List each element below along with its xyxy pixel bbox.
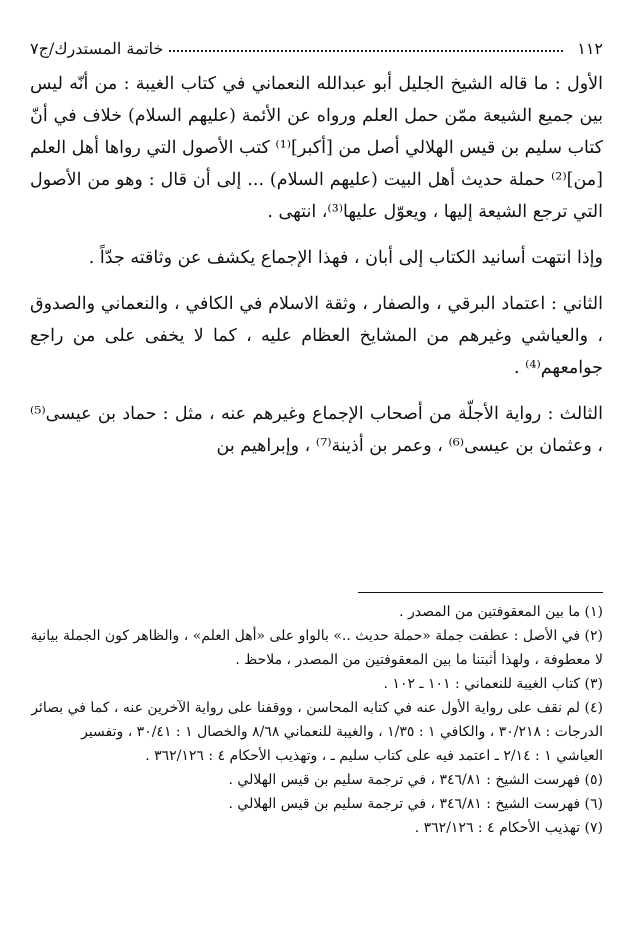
page-number: ١١٢ — [577, 39, 603, 58]
paragraph-first: الأول : ما قاله الشيخ الجليل أبو عبدالله النعماني في كتاب الغيبة : من أنّه ليس بين جميع الشيعة ممّن حمل العلم ورواه عن الأئمة (عليهم السلام) خلاف في أنّ كتاب سليم بن قيس الهلالي أصل من [أكبر]⁽¹⁾ كتب الأصول التي رواها أهل العلم [من]⁽²⁾ حملة حديث أهل البيت (عليهم السلام) ... إلى أن قال : وهو من الأصول التي ترجع الشيعة إليها ، ويعوّل عليها⁽³⁾، انتهى . — [29, 74, 603, 222]
footnote-6: (٦) فهرست الشيخ : ٣٤٦/٨١ ، في ترجمة سليم بن قيس الهلالي . — [228, 796, 603, 812]
main-text — [30, 68, 603, 476]
running-header — [30, 30, 603, 58]
paragraph-isnad: وإذا انتهت أسانيد الكتاب إلى أبان ، فهذا الإجماع يكشف عن وثاقته جدّاً . — [88, 248, 603, 268]
footnote-separator — [358, 592, 603, 593]
footnote-5: (٥) فهرست الشيخ : ٣٤٦/٨١ ، في ترجمة سليم بن قيس الهلالي . — [228, 772, 603, 788]
footnotes — [30, 600, 603, 840]
footnote-3: (٣) كتاب الغيبة للنعماني : ١٠١ ـ ١٠٢ . — [383, 676, 603, 692]
footnote-2: (٢) في الأصل : عطفت جملة «حملة حديث ..» بالواو على «أهل العلم» ، والظاهر كون الجملة بيانية لا معطوفة ، ولهذا أثبتنا ما بين المعقوفتين من المصدر ، ملاحظ . — [30, 628, 603, 668]
footnote-7: (٧) تهذيب الأحكام ٤ : ٣٦٢/١٢٦ . — [414, 820, 603, 836]
footnote-1: (١) ما بين المعقوفتين من المصدر . — [399, 604, 603, 620]
paragraph-second: الثاني : اعتماد البرقي ، والصفار ، وثقة الاسلام في الكافي ، والنعماني والصدوق ، والعياشي وغيرهم من المشايخ العظام عليه ، كما لا يخفى على من راجع جوامعهم⁽⁴⁾ . — [30, 294, 603, 378]
header-leader-dots — [169, 50, 563, 52]
paragraph-third: الثالث : رواية الأجلّة من أصحاب الإجماع وغيرهم عنه ، مثل : حماد بن عيسى⁽⁵⁾ ، وعثمان بن عيسى⁽⁶⁾ ، وعمر بن أذينة⁽⁷⁾ ، وإبراهيم بن — [30, 404, 603, 456]
running-title: خاتمة المستدرك/ج٧ — [30, 39, 164, 58]
footnote-4: (٤) لم نقف على رواية الأول عنه في كتابه المحاسن ، ووقفنا على رواية الآخرين عنه ، كما في بصائر الدرجات : ٣٠/٢١٨ ، والكافي ١ : ١/٣٥ ، والغيبة للنعماني ٨/٦٨ والخصال ١ : ٣٠/٤١ ، وتفسير العياشي ١ : ٢/١٤ ـ اعتمد فيه على كتاب سليم ـ ، وتهذيب الأحكام ٤ : ٣٦٢/١٢٦ . — [31, 700, 603, 764]
